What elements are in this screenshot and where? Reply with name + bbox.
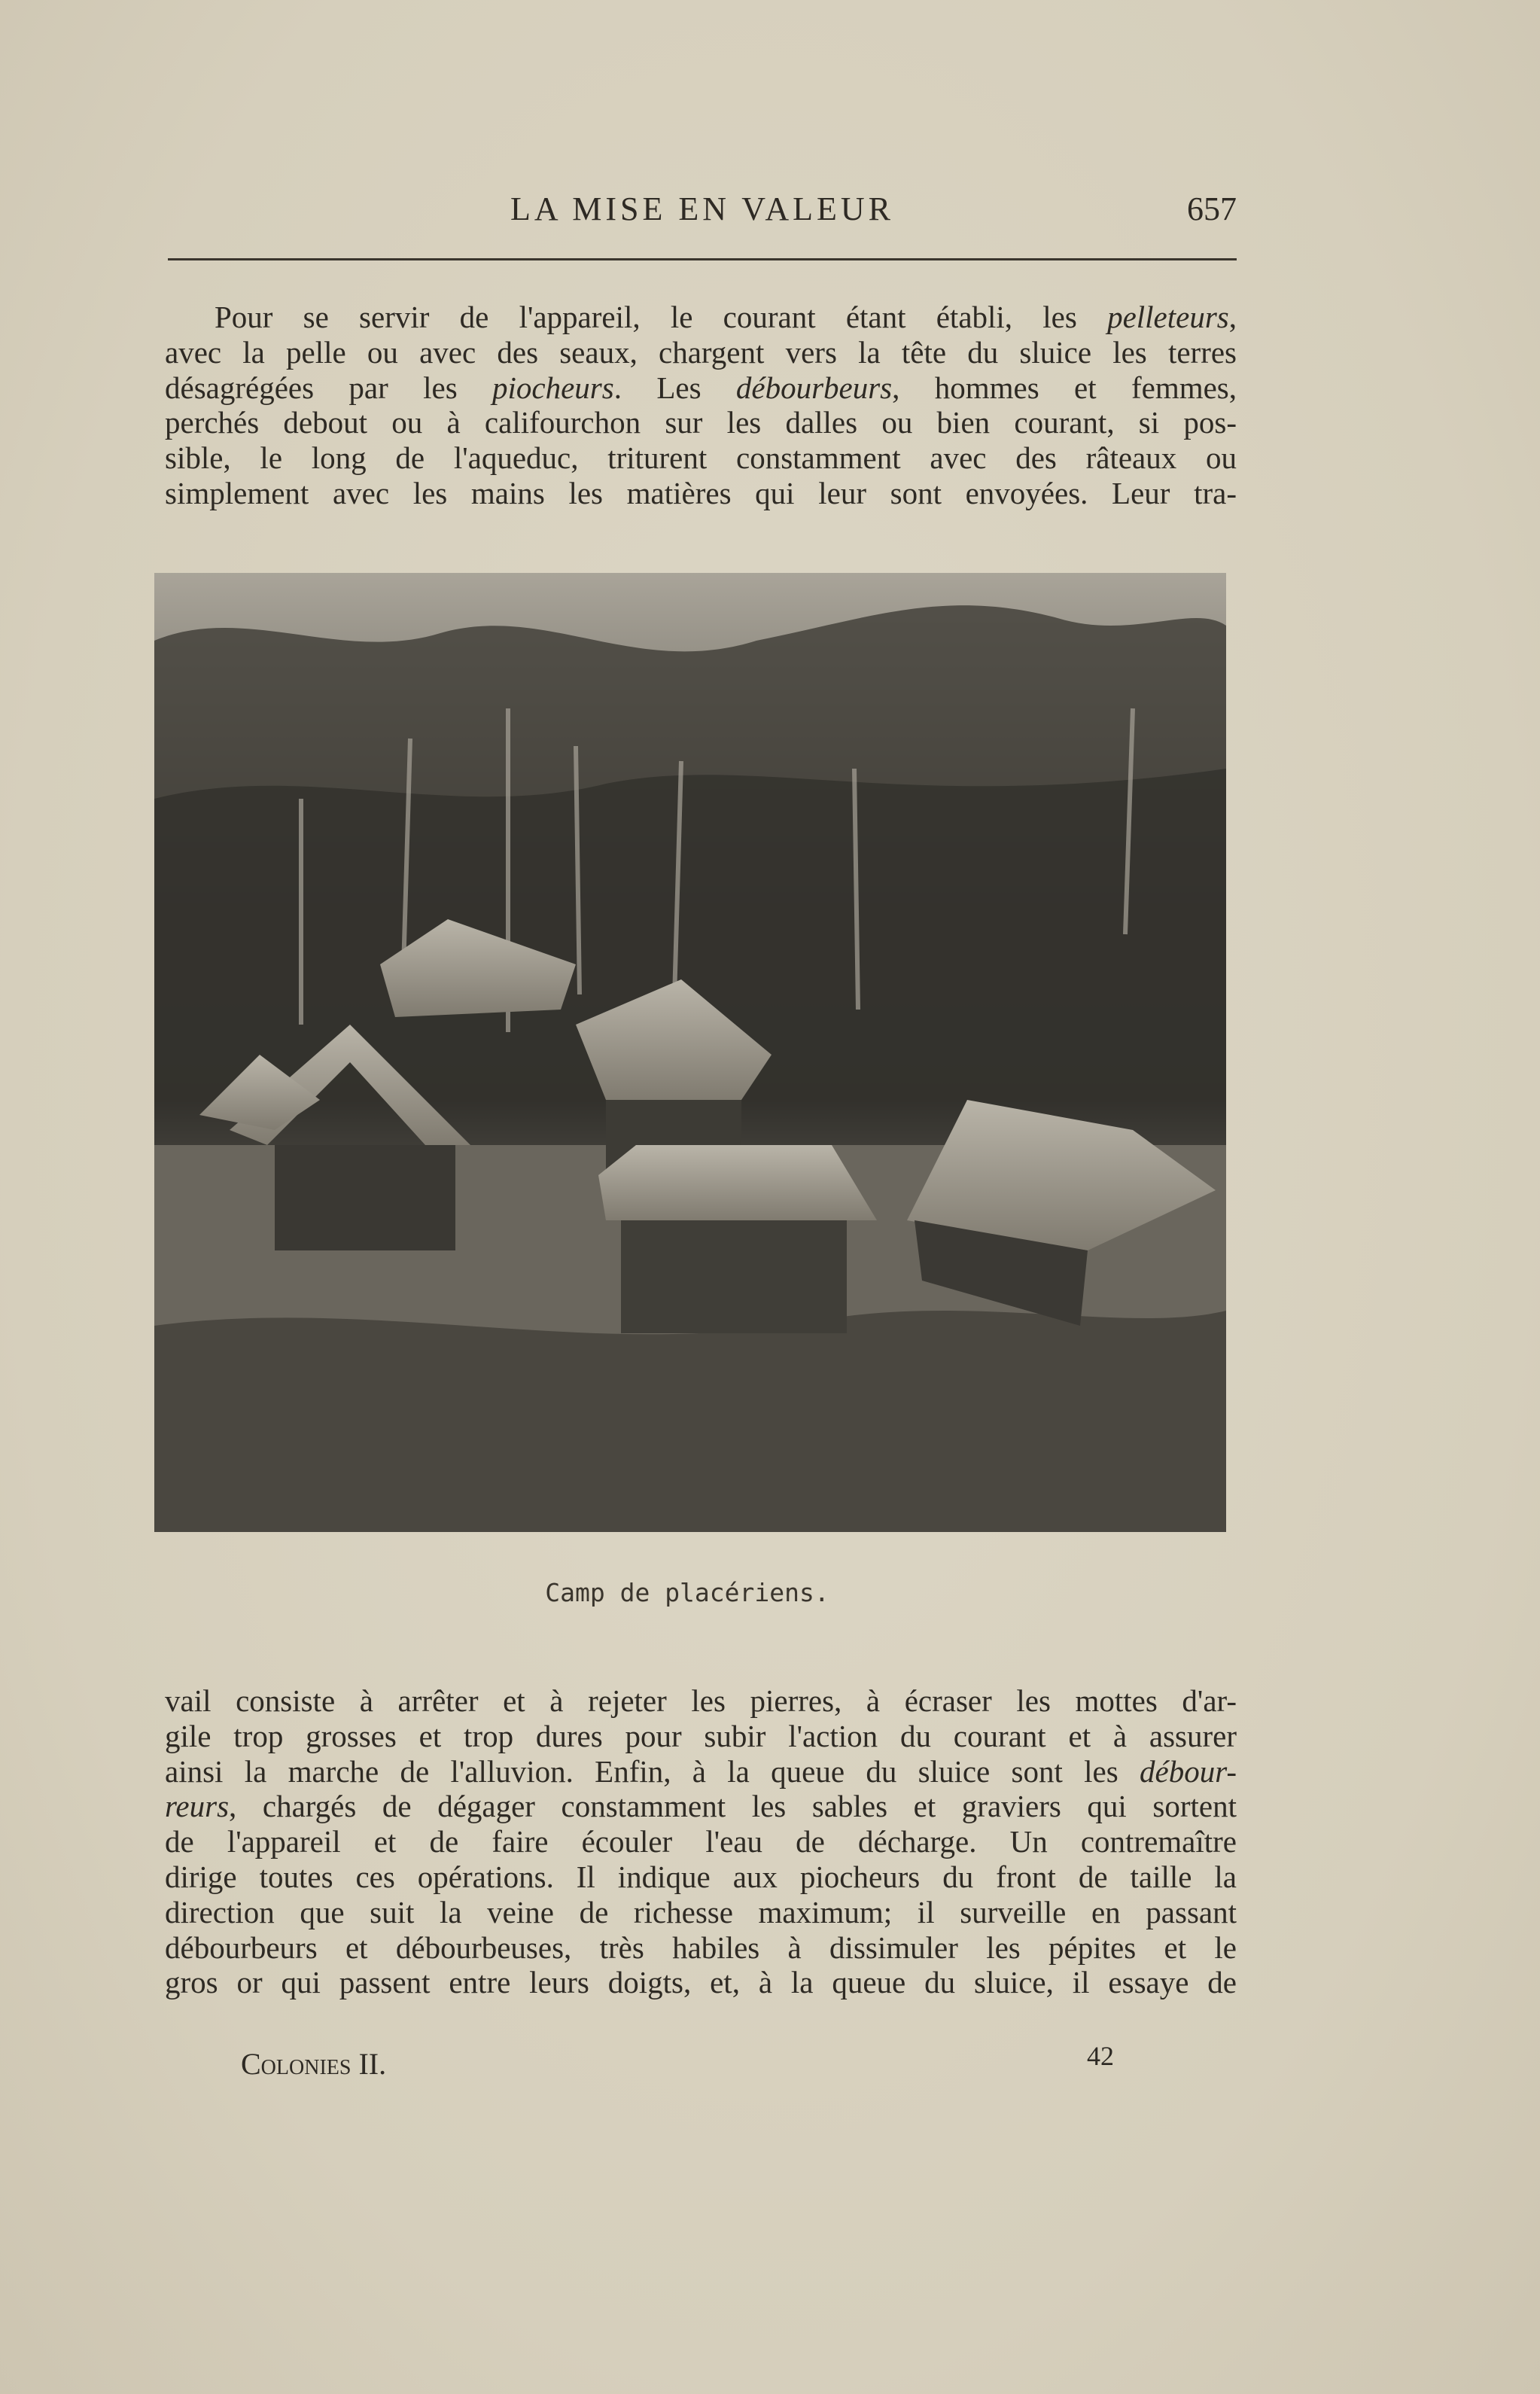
running-head [168, 190, 1237, 235]
text-line [165, 1789, 1237, 1824]
text-line [165, 335, 1237, 370]
text-run: , chargés de dégager constamment les sables et graviers qui sortent [229, 1789, 1237, 1824]
text-line [165, 1683, 1237, 1719]
italic-term: piocheurs [492, 370, 614, 405]
text-line [165, 1824, 1237, 1859]
text-line [165, 1859, 1237, 1895]
text-run: perchés debout ou à califourchon sur les dalles ou bien courant, si pos- [165, 405, 1237, 440]
text-line [165, 370, 1237, 406]
text-line [165, 440, 1237, 476]
italic-term: reurs [165, 1789, 230, 1824]
text-run: , hommes et femmes, [892, 370, 1237, 405]
italic-term: débourbeurs [735, 370, 893, 405]
text-run: avec la pelle ou avec des seaux, chargent vers la tête du sluice les terres [165, 334, 1237, 370]
text-run: simplement avec les mains les matières qui leur sont envoyées. Leur tra- [165, 475, 1237, 510]
text-line [165, 1930, 1237, 1966]
text-run: vail consiste à arrêter et à rejeter les pierres, à écraser les mottes d'ar- [165, 1683, 1237, 1718]
text-line [165, 300, 1237, 335]
text-run: gile trop grosses et trop dures pour subir l'action du courant et à assurer [165, 1718, 1237, 1753]
italic-term: pelleteurs [1107, 300, 1229, 334]
text-run: Pour se servir de l'appareil, le courant étant établi, les [215, 300, 1108, 334]
figure-caption: Camp de placériens. [545, 1578, 829, 1607]
signature-mark: Colonies II. [241, 2047, 387, 2081]
text-run: désagrégées par les [165, 370, 493, 405]
text-run: ainsi la marche de l'alluvion. Enfin, à la queue du sluice sont les [165, 1753, 1140, 1789]
text-run: débourbeurs et débourbeuses, très habiles à dissimuler les pépites et le [165, 1930, 1237, 1965]
italic-term: débour- [1140, 1753, 1237, 1789]
text-run: , [1228, 300, 1237, 334]
photograph-camp [154, 573, 1226, 1532]
text-run: sible, le long de l'aqueduc, triturent constamment avec des râteaux ou [165, 440, 1237, 476]
paragraph-2 [165, 1683, 1237, 2000]
text-line [165, 1754, 1237, 1789]
text-run: gros or qui passent entre leurs doigts, et, à la queue du sluice, il essaye de [165, 1965, 1237, 2000]
text-run: dirige toutes ces opérations. Il indique aux piocheurs du front de taille la [165, 1859, 1237, 1894]
text-line [165, 1895, 1237, 1930]
text-run: de l'appareil et de faire écouler l'eau de décharge. Un contremaître [165, 1824, 1237, 1859]
text-line [165, 1719, 1237, 1754]
text-line [165, 1965, 1237, 2000]
text-line [165, 476, 1237, 511]
paragraph-1 [165, 300, 1237, 511]
page-number: 657 [1187, 190, 1237, 227]
sheet-number: 42 [1087, 2041, 1114, 2071]
text-line [165, 405, 1237, 440]
header-rule [168, 258, 1237, 260]
running-title: LA MISE EN VALEUR [510, 190, 894, 227]
text-run: . Les [613, 370, 736, 405]
text-run: direction que suit la veine de richesse maximum; il surveille en passant [165, 1894, 1237, 1930]
